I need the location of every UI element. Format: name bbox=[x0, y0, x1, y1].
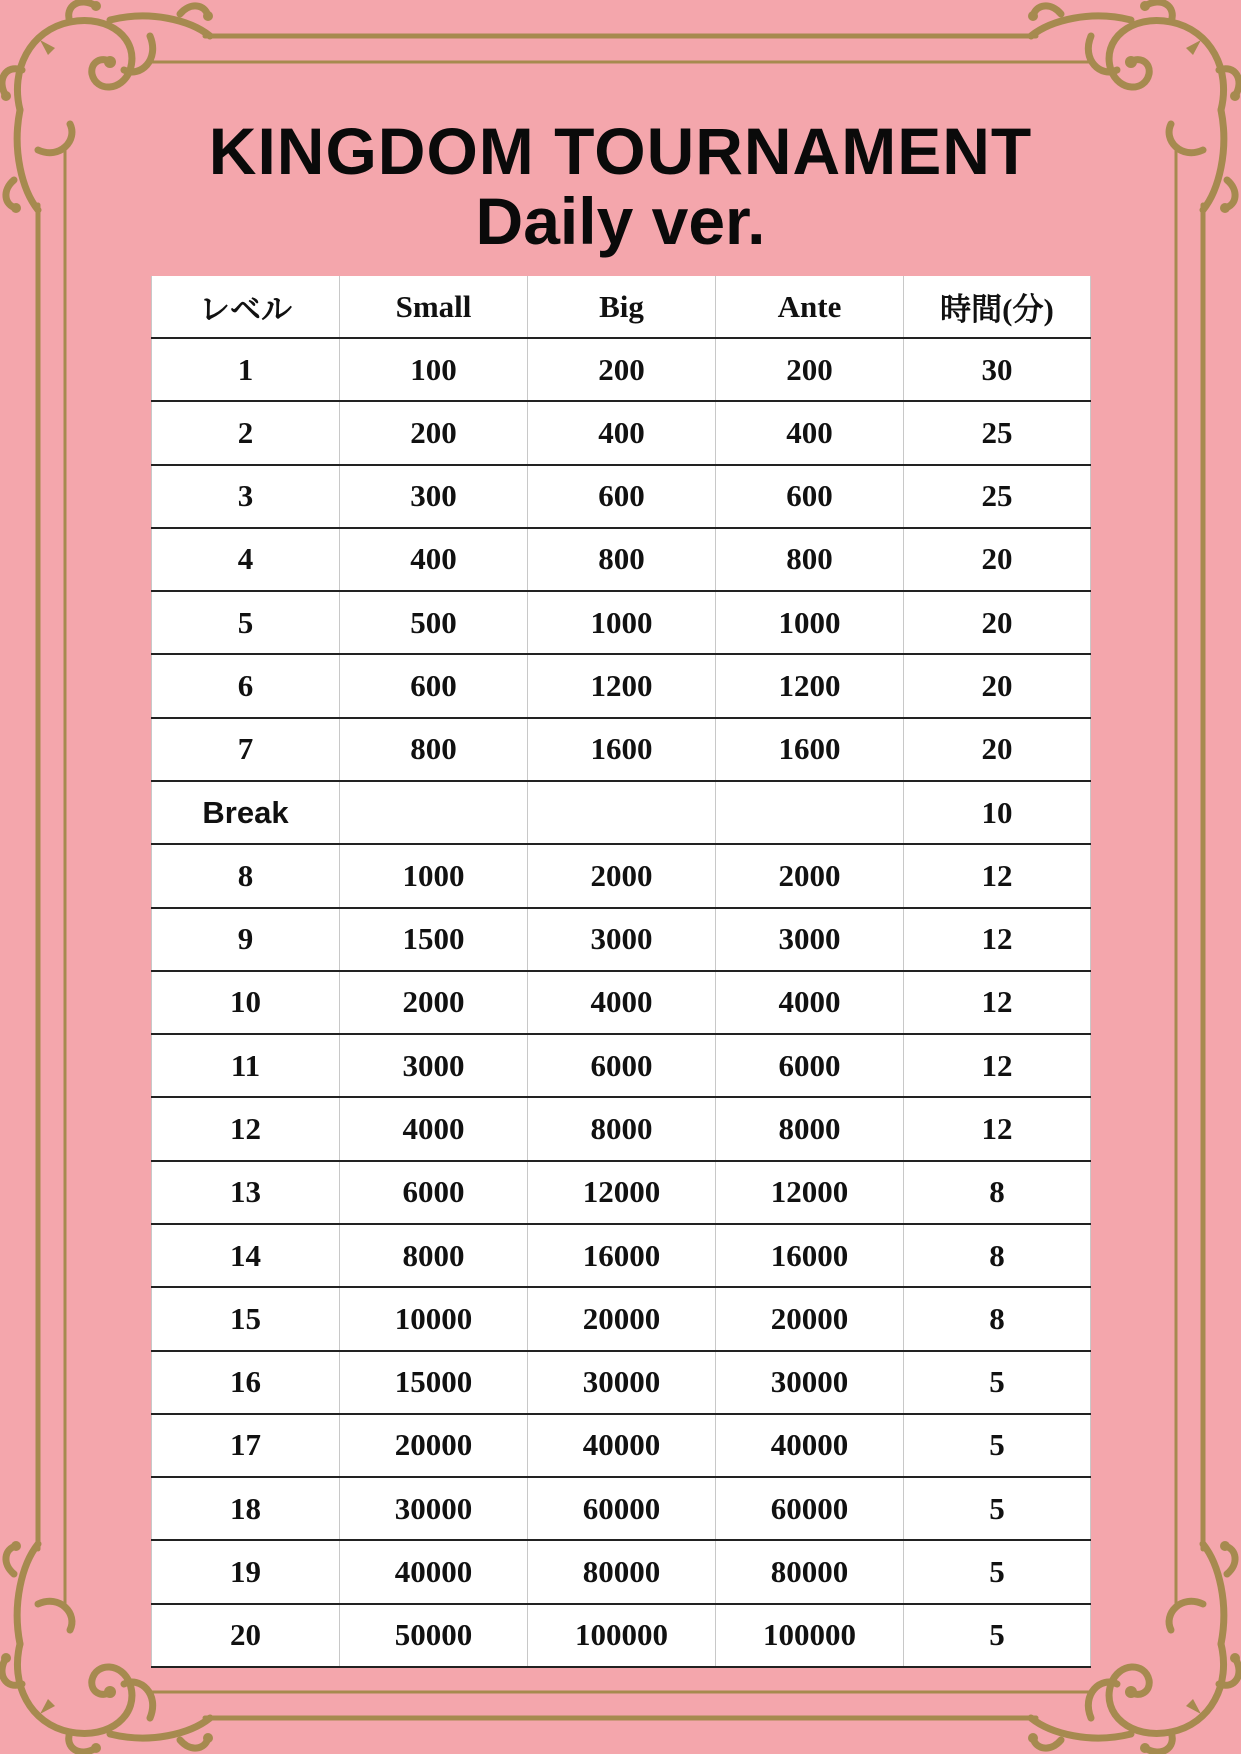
cell-time: 10 bbox=[904, 781, 1091, 844]
cell-ante: 800 bbox=[716, 528, 904, 591]
cell-big-blind: 60000 bbox=[528, 1477, 716, 1540]
cell-small-blind: 3000 bbox=[340, 1034, 528, 1097]
cell-small-blind: 8000 bbox=[340, 1224, 528, 1287]
table-row-break bbox=[152, 781, 1091, 844]
cell-level: 17 bbox=[152, 1414, 340, 1477]
cell-ante: 1600 bbox=[716, 718, 904, 781]
cell-small-blind: 300 bbox=[340, 465, 528, 528]
table-row bbox=[152, 844, 1091, 907]
cell-time: 8 bbox=[904, 1224, 1091, 1287]
table-row bbox=[152, 1540, 1091, 1603]
cell-big-blind: 16000 bbox=[528, 1224, 716, 1287]
cell-ante: 60000 bbox=[716, 1477, 904, 1540]
cell-big-blind: 30000 bbox=[528, 1351, 716, 1414]
cell-ante: 30000 bbox=[716, 1351, 904, 1414]
cell-level: 14 bbox=[152, 1224, 340, 1287]
cell-time: 20 bbox=[904, 591, 1091, 654]
cell-big-blind: 2000 bbox=[528, 844, 716, 907]
cell-level: Break bbox=[152, 781, 340, 844]
title-main: KINGDOM TOURNAMENT bbox=[208, 114, 1033, 188]
cell-ante: 2000 bbox=[716, 844, 904, 907]
cell-ante: 1000 bbox=[716, 591, 904, 654]
cell-ante: 80000 bbox=[716, 1540, 904, 1603]
table-row bbox=[152, 1287, 1091, 1350]
cell-ante: 12000 bbox=[716, 1161, 904, 1224]
cell-ante: 40000 bbox=[716, 1414, 904, 1477]
title-subtitle: Daily ver. bbox=[475, 184, 766, 258]
cell-ante: 3000 bbox=[716, 908, 904, 971]
cell-ante: 400 bbox=[716, 401, 904, 464]
cell-time: 5 bbox=[904, 1477, 1091, 1540]
table-row bbox=[152, 1034, 1091, 1097]
table-row bbox=[152, 908, 1091, 971]
cell-time: 5 bbox=[904, 1414, 1091, 1477]
cell-small-blind: 100 bbox=[340, 338, 528, 401]
cell-small-blind: 1000 bbox=[340, 844, 528, 907]
cell-time: 12 bbox=[904, 971, 1091, 1034]
cell-level: 15 bbox=[152, 1287, 340, 1350]
cell-big-blind: 100000 bbox=[528, 1604, 716, 1667]
table-row bbox=[152, 1351, 1091, 1414]
cell-small-blind: 1500 bbox=[340, 908, 528, 971]
cell-time: 12 bbox=[904, 908, 1091, 971]
cell-small-blind: 800 bbox=[340, 718, 528, 781]
cell-time: 30 bbox=[904, 338, 1091, 401]
cell-small-blind: 600 bbox=[340, 654, 528, 717]
cell-small-blind: 20000 bbox=[340, 1414, 528, 1477]
cell-time: 5 bbox=[904, 1604, 1091, 1667]
cell-time: 20 bbox=[904, 654, 1091, 717]
header-small-blind: Small bbox=[340, 276, 528, 338]
cell-ante: 1200 bbox=[716, 654, 904, 717]
cell-small-blind: 4000 bbox=[340, 1097, 528, 1160]
header-ante: Ante bbox=[716, 276, 904, 338]
cell-big-blind: 800 bbox=[528, 528, 716, 591]
cell-ante: 6000 bbox=[716, 1034, 904, 1097]
cell-small-blind: 6000 bbox=[340, 1161, 528, 1224]
cell-big-blind: 12000 bbox=[528, 1161, 716, 1224]
cell-ante: 8000 bbox=[716, 1097, 904, 1160]
table-row bbox=[152, 971, 1091, 1034]
cell-level: 5 bbox=[152, 591, 340, 654]
cell-small-blind: 200 bbox=[340, 401, 528, 464]
cell-small-blind: 500 bbox=[340, 591, 528, 654]
table-row bbox=[152, 528, 1091, 591]
cell-ante: 16000 bbox=[716, 1224, 904, 1287]
cell-level: 13 bbox=[152, 1161, 340, 1224]
cell-small-blind: 40000 bbox=[340, 1540, 528, 1603]
table-row bbox=[152, 338, 1091, 401]
cell-big-blind: 40000 bbox=[528, 1414, 716, 1477]
cell-level: 4 bbox=[152, 528, 340, 591]
page-title bbox=[0, 114, 1241, 258]
header-big-blind: Big bbox=[528, 276, 716, 338]
cell-time: 5 bbox=[904, 1540, 1091, 1603]
cell-level: 3 bbox=[152, 465, 340, 528]
cell-small-blind: 2000 bbox=[340, 971, 528, 1034]
cell-big-blind: 200 bbox=[528, 338, 716, 401]
blind-structure-table bbox=[151, 276, 1091, 1668]
cell-time: 12 bbox=[904, 1097, 1091, 1160]
cell-small-blind: 50000 bbox=[340, 1604, 528, 1667]
cell-level: 10 bbox=[152, 971, 340, 1034]
cell-time: 12 bbox=[904, 844, 1091, 907]
cell-time: 20 bbox=[904, 528, 1091, 591]
cell-big-blind: 600 bbox=[528, 465, 716, 528]
cell-ante bbox=[716, 781, 904, 844]
cell-big-blind: 400 bbox=[528, 401, 716, 464]
cell-level: 6 bbox=[152, 654, 340, 717]
cell-small-blind: 10000 bbox=[340, 1287, 528, 1350]
cell-level: 18 bbox=[152, 1477, 340, 1540]
cell-big-blind: 80000 bbox=[528, 1540, 716, 1603]
table-row bbox=[152, 1161, 1091, 1224]
cell-level: 7 bbox=[152, 718, 340, 781]
header-time-minutes: 時間(分) bbox=[904, 276, 1091, 338]
cell-small-blind bbox=[340, 781, 528, 844]
cell-level: 9 bbox=[152, 908, 340, 971]
cell-big-blind bbox=[528, 781, 716, 844]
cell-big-blind: 1200 bbox=[528, 654, 716, 717]
cell-big-blind: 6000 bbox=[528, 1034, 716, 1097]
table-row bbox=[152, 1477, 1091, 1540]
table-row bbox=[152, 718, 1091, 781]
cell-ante: 600 bbox=[716, 465, 904, 528]
table-row bbox=[152, 591, 1091, 654]
cell-ante: 100000 bbox=[716, 1604, 904, 1667]
cell-big-blind: 1000 bbox=[528, 591, 716, 654]
cell-level: 11 bbox=[152, 1034, 340, 1097]
cell-ante: 200 bbox=[716, 338, 904, 401]
table-row bbox=[152, 1604, 1091, 1667]
table-row bbox=[152, 1097, 1091, 1160]
cell-small-blind: 30000 bbox=[340, 1477, 528, 1540]
cell-level: 2 bbox=[152, 401, 340, 464]
cell-time: 8 bbox=[904, 1287, 1091, 1350]
cell-level: 8 bbox=[152, 844, 340, 907]
table-row bbox=[152, 654, 1091, 717]
cell-ante: 4000 bbox=[716, 971, 904, 1034]
table-row bbox=[152, 401, 1091, 464]
table-row bbox=[152, 465, 1091, 528]
cell-big-blind: 8000 bbox=[528, 1097, 716, 1160]
cell-time: 12 bbox=[904, 1034, 1091, 1097]
table-row bbox=[152, 1414, 1091, 1477]
table-row bbox=[152, 1224, 1091, 1287]
cell-time: 8 bbox=[904, 1161, 1091, 1224]
cell-small-blind: 400 bbox=[340, 528, 528, 591]
cell-big-blind: 1600 bbox=[528, 718, 716, 781]
table-header-row bbox=[152, 276, 1091, 338]
cell-big-blind: 3000 bbox=[528, 908, 716, 971]
cell-level: 1 bbox=[152, 338, 340, 401]
cell-time: 5 bbox=[904, 1351, 1091, 1414]
cell-big-blind: 20000 bbox=[528, 1287, 716, 1350]
cell-big-blind: 4000 bbox=[528, 971, 716, 1034]
header-level: レベル bbox=[152, 276, 340, 338]
cell-time: 20 bbox=[904, 718, 1091, 781]
cell-level: 20 bbox=[152, 1604, 340, 1667]
cell-level: 12 bbox=[152, 1097, 340, 1160]
cell-level: 19 bbox=[152, 1540, 340, 1603]
cell-time: 25 bbox=[904, 401, 1091, 464]
cell-small-blind: 15000 bbox=[340, 1351, 528, 1414]
cell-level: 16 bbox=[152, 1351, 340, 1414]
cell-ante: 20000 bbox=[716, 1287, 904, 1350]
cell-time: 25 bbox=[904, 465, 1091, 528]
